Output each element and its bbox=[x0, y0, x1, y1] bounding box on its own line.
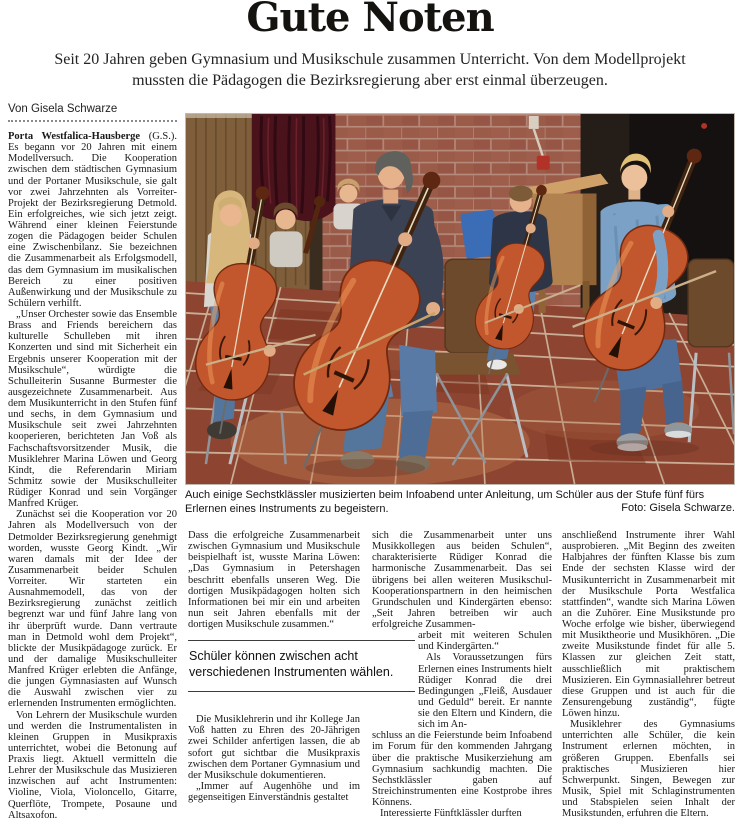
photo-caption-text: Auch einige Sechstklässler musizierten beim Infoabend unter Anleitung, um Schüler aus der Stufe fünf fürs Erlernen eines Instruments zu begeistern. bbox=[185, 489, 705, 515]
paragraph: anschließend Instrumente ihrer Wahl ausprobieren. „Mit Beginn des zweiten Halbjahres der fünften Klasse bis zum Ende der sechsten Klasse wird der Musikunterricht in Zusammenarbeit mit der Musikschule Porta Westfalica stattfinden“, wandte sich Marina Löwen an die Zuhörer. Eine Musikstunde pro Woche erfolge wie bisher, überwiegend mit Musiktheorie und Musikhören. „Die zweite Musikstunde findet für alle 5. Klassen zur gleichen Zeit statt, ausschließlich mit praktischem Musizieren. Ein Gymnasiallehrer betreut diese Gruppen und ist auch für die Zensurengebung zuständig“, fügte Löwen hinzu. bbox=[562, 530, 735, 719]
paragraph: „Unser Orchester sowie das Ensemble Brass and Friends bereichern das kulturelle Schulleben mit ihren Konzerten und sind mit Sicherheit ein Ergebnis unserer Kooperation mit der Musikschule“, würdigte die Schulleiterin Susanne Burmester die ausgezeichnete Zusammenarbeit. Aus dem Musikunterricht in den Stufen fünf und sechs, in dem Gymnasium und Musikschule seit zwei Jahrzehnten kooperieren, berichteten Jan Voß als Fachschaftsvorsitzender Musik, die Musiklehrer Marina Löwen und Georg Kindt, die Referendarin Miriam Schmitz sowie der Musikschulleiter Rüdiger Konrad und sein Vorgänger Manfred Krüger. bbox=[8, 309, 177, 510]
paragraph: Die Musiklehrerin und ihr Kollege Jan Voß hatten zu Ehren des 20-Jährigen zwei Schilder anfertigen lassen, die ab sofort gut sichtbar die Musikpraxis zwischen dem Portaner Gymnasium und der Musikschule dokumentieren. bbox=[188, 714, 360, 781]
article-photo bbox=[185, 113, 735, 485]
paragraph: sich die Zusammenarbeit unter uns Musikkollegen aus beiden Schulen“, charakterisierte Rüdiger Konrad die harmonische Zusammenarbeit. Das sei übrigens bei allen weiteren Musikschul-Kooperationspartnern in den heimischen Grundschulen und Kindergärten ebenso: „Seit Jahren betreiben wir auch erfolgreiche Zusammen- bbox=[372, 530, 552, 630]
fire-alarm-box bbox=[537, 156, 550, 170]
paragraph: Musiklehrer des Gymnasiums unterrichten alle Schüler, die kein Instrument erlernen möchten, in größeren Gruppen. Ebenfalls sei praktisches Musizieren hier Schwerpunkt. Singen, Bewegen zur Musik, Spiel mit Schlaginstrumenten und Stabspielen seien Inhalt der Musikstunden, erfuhren die Eltern. bbox=[562, 719, 735, 820]
paragraph: Interessierte Fünftklässler durften bbox=[380, 808, 522, 820]
article-column-1 bbox=[8, 131, 177, 830]
byline: Von Gisela Schwarze bbox=[8, 103, 177, 122]
photo-scene bbox=[186, 114, 734, 484]
headline: Gute Noten bbox=[246, 0, 494, 41]
paragraph: Von Lehrern der Musikschule wurden und werden die Instrumentalisten in kleinen Gruppen in Musikpraxis unterrichtet, wobei die Betonung auf Praxis liegt. Aktuell vermitteln die Lehrer der Musikschule das Musizieren inzwischen auf acht Instrumenten: Violine, Viola, Violoncello, Gitarre, Querflöte, Trompete, Posaune und Altsaxofon. bbox=[8, 709, 177, 821]
article-column-4 bbox=[562, 530, 735, 830]
paragraph-text: Es begann vor 20 Jahren mit einem Modellversuch. Die Kooperation zwischen dem städtischen Gymnasium und der Portaner Musikschule, sie galt vor zwei Jahrzehnten als Vorreiter-Projekt der Bezirksregierung Detmold. Ein erfolgreiches, wie sich jetzt zeigt. Während einer kleinen Feierstunde zogen die Pädagogen beider Schulen eine Zwischenbilanz. Sie bezeichnen die Zusammenarbeit als Erfolgsmodell, das dem Gymnasium im musikalischen Bereich zu einer positiven Außenwirkung und der Musikschule zu Schülern verhilft. bbox=[8, 142, 177, 309]
dateline: Porta Westfalica-Hausberge bbox=[8, 131, 141, 142]
photo-credit: Foto: Gisela Schwarze. bbox=[621, 501, 735, 514]
paragraph-wrapped: arbeit mit weiteren Schulen und Kindergärten.“ bbox=[418, 630, 552, 653]
paragraph: Zunächst sei die Kooperation vor 20 Jahren als Modellversuch von der Detmolder Bezirksregierung genehmigt worden, wusste Georg Kindt. „Wir waren damals mit der Idee der Zusammenarbeit beider Schulen Vorreiter. Wir starteten ein Ausnahmemodell, das von der Bezirksregierung zunächst zeitlich begrenzt war und fünf Jahre lang von ihr überprüft wurde. Dann vertraute man in Detmold wohl dem Projekt“, blickte der Musikpädagoge zurück. Er und der damalige Musikschulleiter Manfred Krüger erlebten die Anfänge, die jungen Gymnasiasten auf Wunsch die Auswahl zwischen vier zu erlernenden Instrumenten ermöglichten. bbox=[8, 509, 177, 710]
paragraph: schluss an die Feierstunde beim Infoabend im Forum für den kommenden Jahrgang über die praktische Musikerziehung am Gymnasium sachkundig machten. Die Sechstklässler gaben auf Streichinstrumenten eine Kostprobe ihres Könnens. bbox=[372, 730, 552, 808]
paragraph-lead bbox=[8, 131, 177, 309]
paragraph-wrapped: Als Voraussetzungen fürs Erlernen eines Instruments hielt Rüdiger Konrad die drei Bedingungen „Fleiß, Ausdauer und Geduld“ bereit. Er nannte sie den Eltern und Kindern, die sich im An- bbox=[418, 652, 552, 731]
article-column-2 bbox=[188, 530, 394, 830]
paragraph: Dass die erfolgreiche Zusammenarbeit zwischen Gymnasium und Musikschule beispielhaft ist, wusste Marina Löwen: „Das Gymnasium in Petershagen beschritt ebenfalls unseren Weg. Die dortigen Musikpädagogen holten sich Informationen bei mir ein und arbeiten nun seit Jahren ebenfalls mit der dortigen Musikschule zusammen.“ bbox=[188, 530, 360, 630]
pull-quote-text: Schüler können zwischen acht verschiedenen Instrumenten wählen. bbox=[189, 649, 394, 679]
subheadline: Seit 20 Jahren geben Gymnasium und Musikschule zusammen Unterricht. Von dem Modellprojekt mussten die Pädagogen die Bezirksregierung aber erst einmal überzeugen. bbox=[54, 51, 686, 89]
photo-caption bbox=[185, 489, 735, 517]
paragraph: „Immer auf Augenhöhe und im gegenseitigen Einverständnis gestaltet bbox=[188, 780, 360, 803]
signal-lamp bbox=[701, 123, 707, 129]
agency-abbr: (G.S.). bbox=[148, 131, 177, 142]
wall-sign bbox=[529, 116, 539, 129]
article-column-3 bbox=[372, 530, 552, 830]
